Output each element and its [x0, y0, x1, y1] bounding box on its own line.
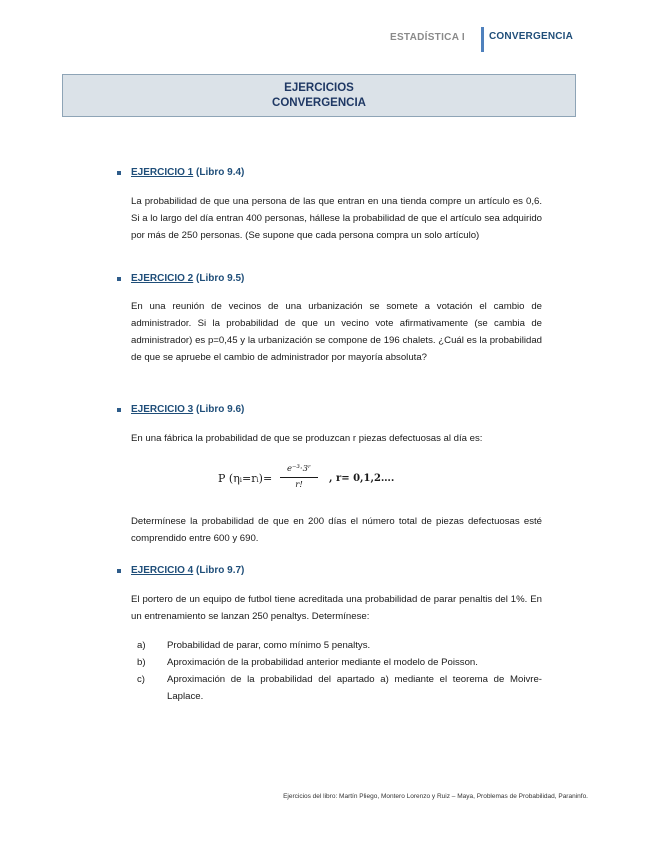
exercise-name: EJERCICIO 3 — [131, 404, 194, 415]
exercise-3 — [117, 403, 542, 447]
formula-fraction — [280, 463, 318, 491]
exercise-ref: (Libro 9.5) — [196, 273, 245, 284]
formula-range: , r= 0,1,2…. — [329, 473, 395, 484]
list-item — [131, 637, 542, 654]
list-item — [131, 654, 542, 671]
item-label: a) — [137, 640, 146, 651]
list-item — [131, 671, 542, 705]
bullet-icon — [117, 569, 121, 573]
sub-question-list — [131, 637, 542, 705]
exercise-text: En una fábrica la probabilidad de que se produzcan r piezas defectuosas al día es: — [131, 433, 483, 444]
header-divider — [481, 27, 484, 52]
item-label: b) — [137, 657, 146, 668]
title-box — [62, 74, 576, 117]
exercise-ref: (Libro 9.7) — [196, 565, 245, 576]
exercise-2 — [117, 272, 542, 366]
probability-formula — [218, 463, 398, 497]
exercise-name: EJERCICIO 1 — [131, 167, 194, 178]
title-line-2: CONVERGENCIA — [272, 97, 366, 109]
header-subject: ESTADÍSTICA I — [389, 32, 465, 43]
exercise-heading — [117, 403, 542, 417]
exercise-heading — [117, 166, 542, 180]
exercise-3-continued — [117, 513, 542, 547]
exercise-heading — [117, 272, 542, 286]
exercise-name: EJERCICIO 4 — [131, 565, 194, 576]
title-line-1: EJERCICIOS — [284, 82, 354, 94]
bullet-icon — [117, 171, 121, 175]
exercise-text: El portero de un equipo de futbol tiene acreditada una probabilidad de parar penaltis del 1%. En un entrenamiento se lanzan 250 penaltys. Determínese: — [131, 594, 542, 622]
formula-denominator: r! — [295, 480, 303, 490]
item-text: Aproximación de la probabilidad anterior mediante el modelo de Poisson. — [167, 657, 478, 668]
exercise-text: En una reunión de vecinos de una urbanización se somete a votación el cambio de administrador. Si la probabilidad de que un vecino vote afirmativamente (se cambia de administrador) es p=0,45 y la urbanización se compone de 196 chalets. ¿Cuál es la probabilidad de que se apruebe el cambio de administrador por mayoría absoluta? — [131, 301, 542, 363]
exercise-text: Determínese la probabilidad de que en 200 días el número total de piezas defectuosas esté comprendido entre 600 y 690. — [131, 516, 542, 544]
exercise-name: EJERCICIO 2 — [131, 273, 194, 284]
exercise-4 — [117, 564, 542, 705]
item-text: Aproximación de la probabilidad del apartado a) mediante el teorema de Moivre-Laplace. — [167, 674, 542, 702]
exercise-ref: (Libro 9.6) — [196, 404, 245, 415]
exercise-ref: (Libro 9.4) — [196, 167, 245, 178]
footer-citation: Ejercicios del libro: Martín Pliego, Montero Lorenzo y Ruiz – Maya, Problemas de Probabilidad, Paraninfo. — [283, 793, 588, 800]
formula-numerator: e⁻³·3ʳ — [287, 464, 311, 474]
bullet-icon — [117, 408, 121, 412]
exercise-heading — [117, 564, 542, 578]
header-topic: CONVERGENCIA — [489, 31, 574, 42]
item-text: Probabilidad de parar, como mínimo 5 penaltys. — [167, 640, 371, 651]
item-label: c) — [137, 674, 145, 685]
fraction-bar — [280, 477, 318, 478]
exercise-1 — [117, 166, 542, 244]
bullet-icon — [117, 277, 121, 281]
exercise-text: La probabilidad de que una persona de las que entran en una tienda compre un artículo es 0,6. Si a lo largo del día entran 400 personas, hállese la probabilidad de que el artículo sea adquirido por más de 250 personas. (Se supone que cada persona compra un solo artículo) — [131, 196, 542, 241]
formula-lhs: P (ηᵢ=rᵢ)= — [218, 472, 273, 485]
